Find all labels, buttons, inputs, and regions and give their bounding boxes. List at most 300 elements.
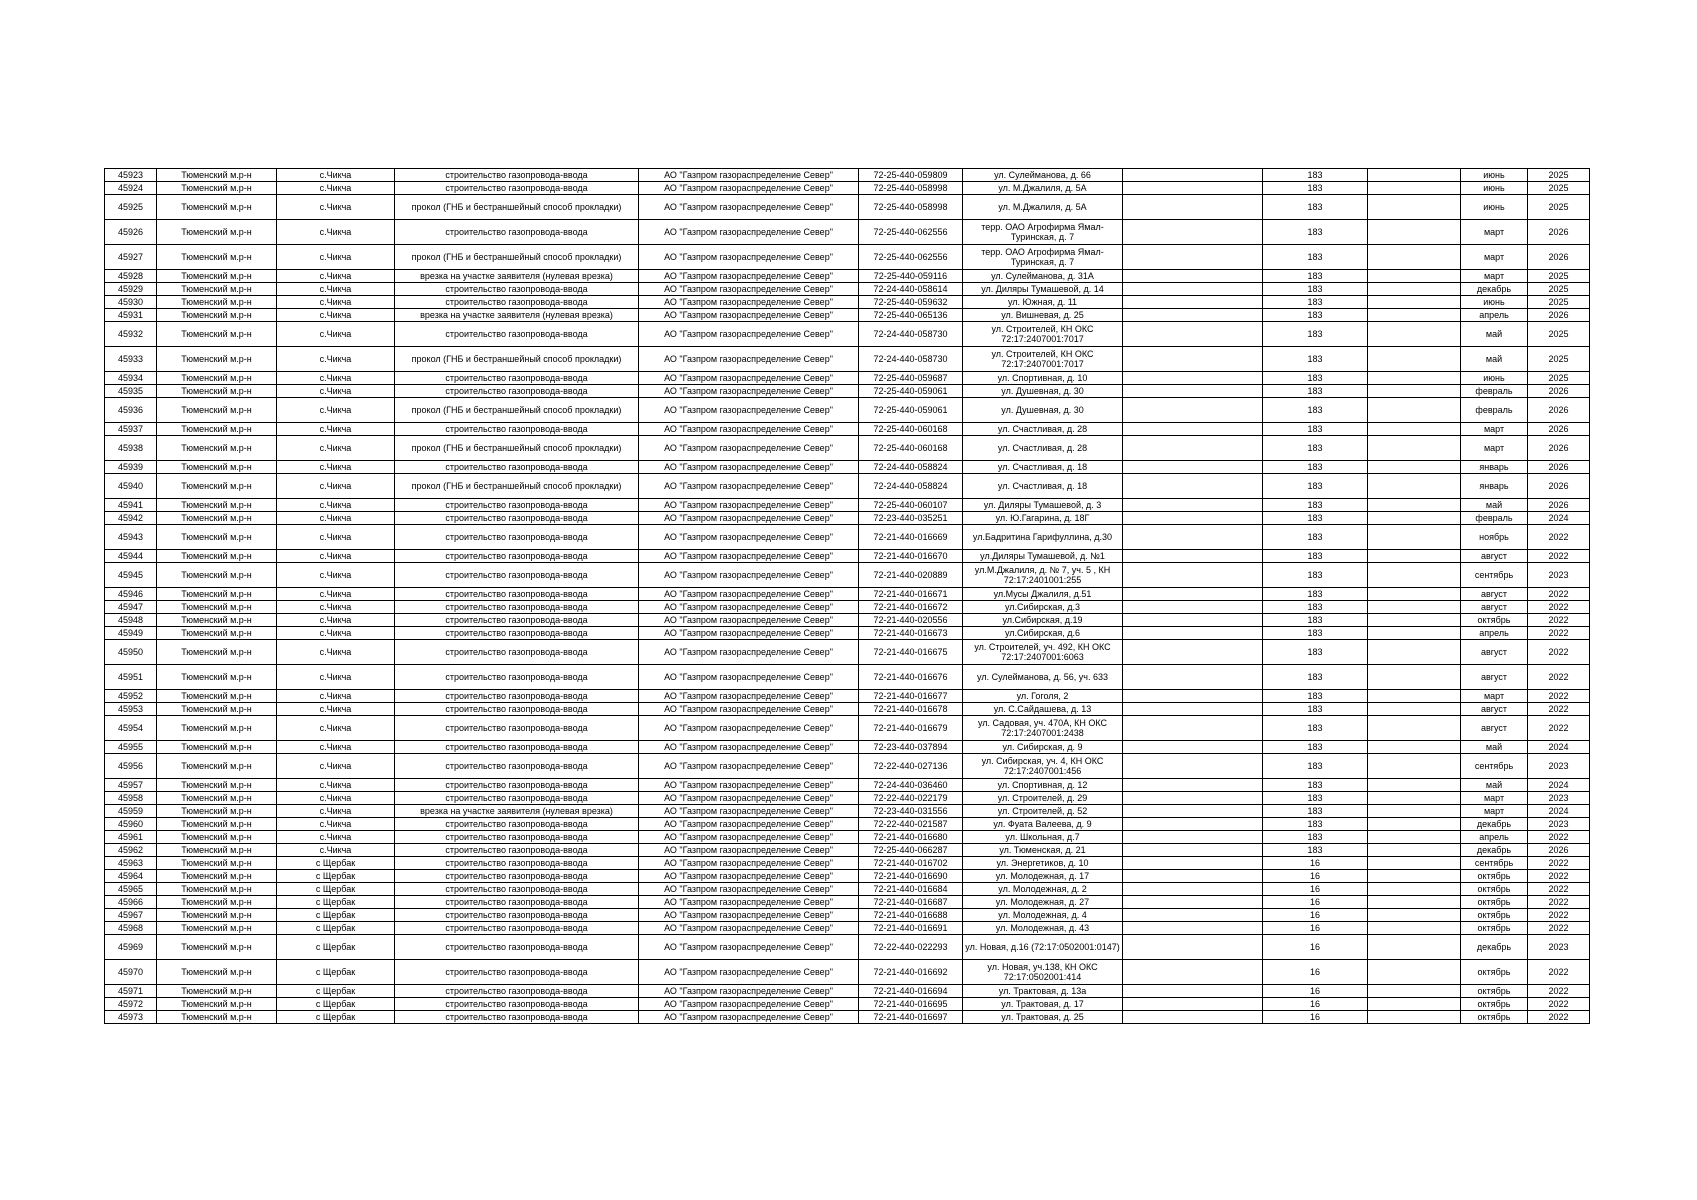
district-cell: Тюменский м.р-н bbox=[157, 550, 277, 563]
organization-cell: АО "Газпром газораспределение Север" bbox=[639, 805, 859, 818]
address-cell: ул. Диляры Тумашевой, д. 14 bbox=[963, 283, 1123, 296]
address-cell: ул. Молодежная, д. 17 bbox=[963, 870, 1123, 883]
address-cell: терр. ОАО Агрофирма Ямал-Туринская, д. 7 bbox=[963, 245, 1123, 270]
district-cell: Тюменский м.р-н bbox=[157, 372, 277, 385]
empty-cell bbox=[1123, 627, 1263, 640]
table-row bbox=[105, 436, 1590, 461]
empty-cell bbox=[1123, 550, 1263, 563]
empty-cell bbox=[1368, 896, 1461, 909]
year-cell: 2022 bbox=[1528, 1011, 1590, 1024]
table-row bbox=[105, 512, 1590, 525]
empty-cell bbox=[1368, 779, 1461, 792]
year-cell: 2022 bbox=[1528, 665, 1590, 690]
year-cell: 2026 bbox=[1528, 309, 1590, 322]
work-type-cell: строительство газопровода-ввода bbox=[395, 741, 639, 754]
work-type-cell: строительство газопровода-ввода bbox=[395, 296, 639, 309]
settlement-cell: с.Чикча bbox=[277, 423, 395, 436]
settlement-cell: с.Чикча bbox=[277, 309, 395, 322]
district-cell: Тюменский м.р-н bbox=[157, 270, 277, 283]
ref-number-cell: 183 bbox=[1263, 716, 1368, 741]
month-cell: март bbox=[1461, 792, 1528, 805]
address-cell: ул. Сулейманова, д. 56, уч. 633 bbox=[963, 665, 1123, 690]
month-cell: июнь bbox=[1461, 195, 1528, 220]
empty-cell bbox=[1123, 896, 1263, 909]
organization-cell: АО "Газпром газораспределение Север" bbox=[639, 909, 859, 922]
code-cell: 72-21-440-016672 bbox=[859, 601, 963, 614]
work-type-cell: строительство газопровода-ввода bbox=[395, 525, 639, 550]
ref-number-cell: 16 bbox=[1263, 857, 1368, 870]
work-type-cell: строительство газопровода-ввода bbox=[395, 909, 639, 922]
district-cell: Тюменский м.р-н bbox=[157, 754, 277, 779]
record-id-cell: 45970 bbox=[105, 960, 157, 985]
empty-cell bbox=[1123, 935, 1263, 960]
organization-cell: АО "Газпром газораспределение Север" bbox=[639, 640, 859, 665]
code-cell: 72-21-440-016675 bbox=[859, 640, 963, 665]
empty-cell bbox=[1123, 960, 1263, 985]
work-type-cell: строительство газопровода-ввода bbox=[395, 588, 639, 601]
work-type-cell: строительство газопровода-ввода bbox=[395, 779, 639, 792]
record-id-cell: 45928 bbox=[105, 270, 157, 283]
empty-cell bbox=[1368, 169, 1461, 182]
work-type-cell: строительство газопровода-ввода bbox=[395, 716, 639, 741]
empty-cell bbox=[1123, 372, 1263, 385]
ref-number-cell: 16 bbox=[1263, 883, 1368, 896]
year-cell: 2022 bbox=[1528, 640, 1590, 665]
year-cell: 2026 bbox=[1528, 398, 1590, 423]
ref-number-cell: 183 bbox=[1263, 423, 1368, 436]
organization-cell: АО "Газпром газораспределение Север" bbox=[639, 588, 859, 601]
ref-number-cell: 183 bbox=[1263, 169, 1368, 182]
month-cell: июнь bbox=[1461, 372, 1528, 385]
ref-number-cell: 183 bbox=[1263, 182, 1368, 195]
code-cell: 72-25-440-062556 bbox=[859, 220, 963, 245]
settlement-cell: с.Чикча bbox=[277, 296, 395, 309]
year-cell: 2022 bbox=[1528, 909, 1590, 922]
settlement-cell: с.Чикча bbox=[277, 385, 395, 398]
settlement-cell: с.Чикча bbox=[277, 716, 395, 741]
empty-cell bbox=[1123, 805, 1263, 818]
district-cell: Тюменский м.р-н bbox=[157, 818, 277, 831]
code-cell: 72-21-440-016691 bbox=[859, 922, 963, 935]
settlement-cell: с Щербак bbox=[277, 883, 395, 896]
empty-cell bbox=[1368, 182, 1461, 195]
empty-cell bbox=[1123, 423, 1263, 436]
table-row bbox=[105, 245, 1590, 270]
ref-number-cell: 183 bbox=[1263, 372, 1368, 385]
district-cell: Тюменский м.р-н bbox=[157, 640, 277, 665]
organization-cell: АО "Газпром газораспределение Север" bbox=[639, 754, 859, 779]
month-cell: январь bbox=[1461, 474, 1528, 499]
address-cell: ул. Трактовая, д. 13а bbox=[963, 985, 1123, 998]
settlement-cell: с.Чикча bbox=[277, 550, 395, 563]
code-cell: 72-25-440-059632 bbox=[859, 296, 963, 309]
month-cell: декабрь bbox=[1461, 818, 1528, 831]
record-id-cell: 45941 bbox=[105, 499, 157, 512]
district-cell: Тюменский м.р-н bbox=[157, 998, 277, 1011]
work-type-cell: строительство газопровода-ввода bbox=[395, 985, 639, 998]
record-id-cell: 45961 bbox=[105, 831, 157, 844]
ref-number-cell: 183 bbox=[1263, 779, 1368, 792]
empty-cell bbox=[1368, 935, 1461, 960]
record-id-cell: 45947 bbox=[105, 601, 157, 614]
empty-cell bbox=[1368, 922, 1461, 935]
table-row bbox=[105, 550, 1590, 563]
record-id-cell: 45939 bbox=[105, 461, 157, 474]
table-row bbox=[105, 525, 1590, 550]
ref-number-cell: 183 bbox=[1263, 614, 1368, 627]
year-cell: 2022 bbox=[1528, 896, 1590, 909]
settlement-cell: с Щербак bbox=[277, 998, 395, 1011]
records-table bbox=[104, 168, 1590, 1024]
year-cell: 2025 bbox=[1528, 283, 1590, 296]
empty-cell bbox=[1368, 283, 1461, 296]
district-cell: Тюменский м.р-н bbox=[157, 220, 277, 245]
record-id-cell: 45950 bbox=[105, 640, 157, 665]
code-cell: 72-24-440-058730 bbox=[859, 322, 963, 347]
empty-cell bbox=[1368, 398, 1461, 423]
empty-cell bbox=[1123, 703, 1263, 716]
settlement-cell: с.Чикча bbox=[277, 512, 395, 525]
ref-number-cell: 183 bbox=[1263, 703, 1368, 716]
empty-cell bbox=[1368, 716, 1461, 741]
work-type-cell: строительство газопровода-ввода bbox=[395, 998, 639, 1011]
ref-number-cell: 183 bbox=[1263, 754, 1368, 779]
work-type-cell: строительство газопровода-ввода bbox=[395, 831, 639, 844]
address-cell: ул. Трактовая, д. 25 bbox=[963, 1011, 1123, 1024]
code-cell: 72-24-440-058614 bbox=[859, 283, 963, 296]
organization-cell: АО "Газпром газораспределение Север" bbox=[639, 1011, 859, 1024]
month-cell: август bbox=[1461, 716, 1528, 741]
ref-number-cell: 183 bbox=[1263, 461, 1368, 474]
month-cell: декабрь bbox=[1461, 283, 1528, 296]
code-cell: 72-21-440-016676 bbox=[859, 665, 963, 690]
work-type-cell: строительство газопровода-ввода bbox=[395, 665, 639, 690]
record-id-cell: 45952 bbox=[105, 690, 157, 703]
year-cell: 2025 bbox=[1528, 182, 1590, 195]
address-cell: ул.М.Джалиля, д. № 7, уч. 5 , КН 72:17:2401001:255 bbox=[963, 563, 1123, 588]
ref-number-cell: 183 bbox=[1263, 831, 1368, 844]
code-cell: 72-21-440-016695 bbox=[859, 998, 963, 1011]
table-row bbox=[105, 870, 1590, 883]
settlement-cell: с.Чикча bbox=[277, 614, 395, 627]
ref-number-cell: 183 bbox=[1263, 296, 1368, 309]
empty-cell bbox=[1123, 779, 1263, 792]
month-cell: март bbox=[1461, 690, 1528, 703]
year-cell: 2024 bbox=[1528, 805, 1590, 818]
table-row bbox=[105, 960, 1590, 985]
settlement-cell: с Щербак bbox=[277, 960, 395, 985]
ref-number-cell: 183 bbox=[1263, 347, 1368, 372]
year-cell: 2022 bbox=[1528, 857, 1590, 870]
district-cell: Тюменский м.р-н bbox=[157, 627, 277, 640]
work-type-cell: прокол (ГНБ и бестраншейный способ прокладки) bbox=[395, 436, 639, 461]
organization-cell: АО "Газпром газораспределение Север" bbox=[639, 665, 859, 690]
settlement-cell: с.Чикча bbox=[277, 805, 395, 818]
district-cell: Тюменский м.р-н bbox=[157, 461, 277, 474]
work-type-cell: строительство газопровода-ввода bbox=[395, 844, 639, 857]
year-cell: 2022 bbox=[1528, 831, 1590, 844]
empty-cell bbox=[1123, 870, 1263, 883]
record-id-cell: 45960 bbox=[105, 818, 157, 831]
settlement-cell: с.Чикча bbox=[277, 640, 395, 665]
work-type-cell: прокол (ГНБ и бестраншейный способ прокладки) bbox=[395, 245, 639, 270]
work-type-cell: врезка на участке заявителя (нулевая врезка) bbox=[395, 270, 639, 283]
work-type-cell: строительство газопровода-ввода bbox=[395, 512, 639, 525]
empty-cell bbox=[1123, 296, 1263, 309]
ref-number-cell: 183 bbox=[1263, 741, 1368, 754]
ref-number-cell: 183 bbox=[1263, 398, 1368, 423]
work-type-cell: врезка на участке заявителя (нулевая врезка) bbox=[395, 309, 639, 322]
district-cell: Тюменский м.р-н bbox=[157, 909, 277, 922]
work-type-cell: прокол (ГНБ и бестраншейный способ прокладки) bbox=[395, 398, 639, 423]
address-cell: ул. Диляры Тумашевой, д. 3 bbox=[963, 499, 1123, 512]
empty-cell bbox=[1123, 818, 1263, 831]
settlement-cell: с.Чикча bbox=[277, 690, 395, 703]
organization-cell: АО "Газпром газораспределение Север" bbox=[639, 169, 859, 182]
code-cell: 72-22-440-022293 bbox=[859, 935, 963, 960]
address-cell: ул. Сулейманова, д. 66 bbox=[963, 169, 1123, 182]
address-cell: ул.Мусы Джалиля, д.51 bbox=[963, 588, 1123, 601]
table-row bbox=[105, 935, 1590, 960]
organization-cell: АО "Газпром газораспределение Север" bbox=[639, 245, 859, 270]
month-cell: октябрь bbox=[1461, 870, 1528, 883]
table-row bbox=[105, 703, 1590, 716]
organization-cell: АО "Газпром газораспределение Север" bbox=[639, 741, 859, 754]
table-row bbox=[105, 270, 1590, 283]
address-cell: ул. Молодежная, д. 4 bbox=[963, 909, 1123, 922]
year-cell: 2026 bbox=[1528, 423, 1590, 436]
work-type-cell: строительство газопровода-ввода bbox=[395, 935, 639, 960]
code-cell: 72-21-440-016687 bbox=[859, 896, 963, 909]
record-id-cell: 45936 bbox=[105, 398, 157, 423]
record-id-cell: 45955 bbox=[105, 741, 157, 754]
district-cell: Тюменский м.р-н bbox=[157, 960, 277, 985]
ref-number-cell: 16 bbox=[1263, 922, 1368, 935]
empty-cell bbox=[1123, 474, 1263, 499]
address-cell: ул. Южная, д. 11 bbox=[963, 296, 1123, 309]
work-type-cell: строительство газопровода-ввода bbox=[395, 960, 639, 985]
settlement-cell: с.Чикча bbox=[277, 245, 395, 270]
month-cell: октябрь bbox=[1461, 960, 1528, 985]
empty-cell bbox=[1368, 220, 1461, 245]
settlement-cell: с.Чикча bbox=[277, 741, 395, 754]
table-row bbox=[105, 805, 1590, 818]
address-cell: ул. Спортивная, д. 12 bbox=[963, 779, 1123, 792]
record-id-cell: 45929 bbox=[105, 283, 157, 296]
empty-cell bbox=[1123, 640, 1263, 665]
address-cell: ул. Трактовая, д. 17 bbox=[963, 998, 1123, 1011]
settlement-cell: с.Чикча bbox=[277, 461, 395, 474]
record-id-cell: 45968 bbox=[105, 922, 157, 935]
table-row bbox=[105, 423, 1590, 436]
empty-cell bbox=[1368, 436, 1461, 461]
code-cell: 72-25-440-065136 bbox=[859, 309, 963, 322]
month-cell: июнь bbox=[1461, 182, 1528, 195]
table-row bbox=[105, 499, 1590, 512]
record-id-cell: 45923 bbox=[105, 169, 157, 182]
empty-cell bbox=[1123, 512, 1263, 525]
address-cell: ул.Диляры Тумашевой, д. №1 bbox=[963, 550, 1123, 563]
month-cell: май bbox=[1461, 499, 1528, 512]
empty-cell bbox=[1368, 372, 1461, 385]
month-cell: сентябрь bbox=[1461, 563, 1528, 588]
empty-cell bbox=[1123, 169, 1263, 182]
settlement-cell: с.Чикча bbox=[277, 792, 395, 805]
ref-number-cell: 183 bbox=[1263, 818, 1368, 831]
organization-cell: АО "Газпром газораспределение Север" bbox=[639, 844, 859, 857]
code-cell: 72-25-440-059116 bbox=[859, 270, 963, 283]
organization-cell: АО "Газпром газораспределение Север" bbox=[639, 818, 859, 831]
district-cell: Тюменский м.р-н bbox=[157, 474, 277, 499]
month-cell: август bbox=[1461, 640, 1528, 665]
record-id-cell: 45925 bbox=[105, 195, 157, 220]
settlement-cell: с.Чикча bbox=[277, 563, 395, 588]
table-row bbox=[105, 690, 1590, 703]
empty-cell bbox=[1123, 741, 1263, 754]
year-cell: 2025 bbox=[1528, 270, 1590, 283]
organization-cell: АО "Газпром газораспределение Север" bbox=[639, 922, 859, 935]
year-cell: 2022 bbox=[1528, 614, 1590, 627]
code-cell: 72-21-440-016697 bbox=[859, 1011, 963, 1024]
settlement-cell: с.Чикча bbox=[277, 322, 395, 347]
settlement-cell: с.Чикча bbox=[277, 627, 395, 640]
address-cell: ул. Спортивная, д. 10 bbox=[963, 372, 1123, 385]
table-row bbox=[105, 831, 1590, 844]
organization-cell: АО "Газпром газораспределение Север" bbox=[639, 436, 859, 461]
year-cell: 2022 bbox=[1528, 985, 1590, 998]
ref-number-cell: 183 bbox=[1263, 690, 1368, 703]
record-id-cell: 45931 bbox=[105, 309, 157, 322]
settlement-cell: с Щербак bbox=[277, 857, 395, 870]
empty-cell bbox=[1123, 499, 1263, 512]
ref-number-cell: 183 bbox=[1263, 550, 1368, 563]
table-row bbox=[105, 922, 1590, 935]
month-cell: декабрь bbox=[1461, 935, 1528, 960]
record-id-cell: 45935 bbox=[105, 385, 157, 398]
record-id-cell: 45933 bbox=[105, 347, 157, 372]
settlement-cell: с.Чикча bbox=[277, 220, 395, 245]
code-cell: 72-21-440-016669 bbox=[859, 525, 963, 550]
district-cell: Тюменский м.р-н bbox=[157, 831, 277, 844]
organization-cell: АО "Газпром газораспределение Север" bbox=[639, 309, 859, 322]
code-cell: 72-22-440-021587 bbox=[859, 818, 963, 831]
district-cell: Тюменский м.р-н bbox=[157, 935, 277, 960]
empty-cell bbox=[1368, 322, 1461, 347]
year-cell: 2023 bbox=[1528, 792, 1590, 805]
organization-cell: АО "Газпром газораспределение Север" bbox=[639, 614, 859, 627]
organization-cell: АО "Газпром газораспределение Север" bbox=[639, 998, 859, 1011]
settlement-cell: с.Чикча bbox=[277, 588, 395, 601]
code-cell: 72-21-440-016688 bbox=[859, 909, 963, 922]
district-cell: Тюменский м.р-н bbox=[157, 870, 277, 883]
ref-number-cell: 16 bbox=[1263, 935, 1368, 960]
year-cell: 2022 bbox=[1528, 960, 1590, 985]
empty-cell bbox=[1123, 792, 1263, 805]
settlement-cell: с.Чикча bbox=[277, 182, 395, 195]
empty-cell bbox=[1368, 270, 1461, 283]
month-cell: март bbox=[1461, 436, 1528, 461]
empty-cell bbox=[1123, 844, 1263, 857]
code-cell: 72-21-440-016671 bbox=[859, 588, 963, 601]
district-cell: Тюменский м.р-н bbox=[157, 601, 277, 614]
ref-number-cell: 183 bbox=[1263, 805, 1368, 818]
organization-cell: АО "Газпром газораспределение Север" bbox=[639, 322, 859, 347]
year-cell: 2025 bbox=[1528, 169, 1590, 182]
table-row bbox=[105, 563, 1590, 588]
settlement-cell: с.Чикча bbox=[277, 779, 395, 792]
table-row bbox=[105, 857, 1590, 870]
settlement-cell: с.Чикча bbox=[277, 665, 395, 690]
record-id-cell: 45969 bbox=[105, 935, 157, 960]
address-cell: ул. Школьная, д.7 bbox=[963, 831, 1123, 844]
organization-cell: АО "Газпром газораспределение Север" bbox=[639, 296, 859, 309]
ref-number-cell: 183 bbox=[1263, 563, 1368, 588]
table-row bbox=[105, 169, 1590, 182]
ref-number-cell: 183 bbox=[1263, 474, 1368, 499]
table-row bbox=[105, 296, 1590, 309]
organization-cell: АО "Газпром газораспределение Север" bbox=[639, 550, 859, 563]
organization-cell: АО "Газпром газораспределение Север" bbox=[639, 985, 859, 998]
ref-number-cell: 16 bbox=[1263, 960, 1368, 985]
record-id-cell: 45924 bbox=[105, 182, 157, 195]
code-cell: 72-25-440-059809 bbox=[859, 169, 963, 182]
code-cell: 72-21-440-016684 bbox=[859, 883, 963, 896]
code-cell: 72-25-440-062556 bbox=[859, 245, 963, 270]
address-cell: ул. Энергетиков, д. 10 bbox=[963, 857, 1123, 870]
address-cell: ул. Счастливая, д. 28 bbox=[963, 423, 1123, 436]
ref-number-cell: 183 bbox=[1263, 245, 1368, 270]
year-cell: 2025 bbox=[1528, 322, 1590, 347]
record-id-cell: 45954 bbox=[105, 716, 157, 741]
code-cell: 72-21-440-016702 bbox=[859, 857, 963, 870]
month-cell: август bbox=[1461, 550, 1528, 563]
settlement-cell: с.Чикча bbox=[277, 499, 395, 512]
empty-cell bbox=[1123, 270, 1263, 283]
empty-cell bbox=[1368, 870, 1461, 883]
record-id-cell: 45938 bbox=[105, 436, 157, 461]
month-cell: июнь bbox=[1461, 169, 1528, 182]
empty-cell bbox=[1368, 690, 1461, 703]
organization-cell: АО "Газпром газораспределение Север" bbox=[639, 716, 859, 741]
empty-cell bbox=[1368, 563, 1461, 588]
district-cell: Тюменский м.р-н bbox=[157, 985, 277, 998]
empty-cell bbox=[1368, 461, 1461, 474]
record-id-cell: 45951 bbox=[105, 665, 157, 690]
empty-cell bbox=[1123, 614, 1263, 627]
table-row bbox=[105, 398, 1590, 423]
table-row bbox=[105, 461, 1590, 474]
settlement-cell: с.Чикча bbox=[277, 754, 395, 779]
district-cell: Тюменский м.р-н bbox=[157, 896, 277, 909]
code-cell: 72-25-440-060168 bbox=[859, 423, 963, 436]
empty-cell bbox=[1123, 436, 1263, 461]
settlement-cell: с.Чикча bbox=[277, 703, 395, 716]
empty-cell bbox=[1368, 640, 1461, 665]
organization-cell: АО "Газпром газораспределение Север" bbox=[639, 935, 859, 960]
settlement-cell: с Щербак bbox=[277, 870, 395, 883]
year-cell: 2023 bbox=[1528, 754, 1590, 779]
table-row bbox=[105, 909, 1590, 922]
empty-cell bbox=[1123, 857, 1263, 870]
work-type-cell: врезка на участке заявителя (нулевая врезка) bbox=[395, 805, 639, 818]
record-id-cell: 45964 bbox=[105, 870, 157, 883]
code-cell: 72-24-440-058824 bbox=[859, 474, 963, 499]
record-id-cell: 45927 bbox=[105, 245, 157, 270]
code-cell: 72-21-440-020889 bbox=[859, 563, 963, 588]
empty-cell bbox=[1123, 385, 1263, 398]
organization-cell: АО "Газпром газораспределение Север" bbox=[639, 883, 859, 896]
table-row bbox=[105, 754, 1590, 779]
